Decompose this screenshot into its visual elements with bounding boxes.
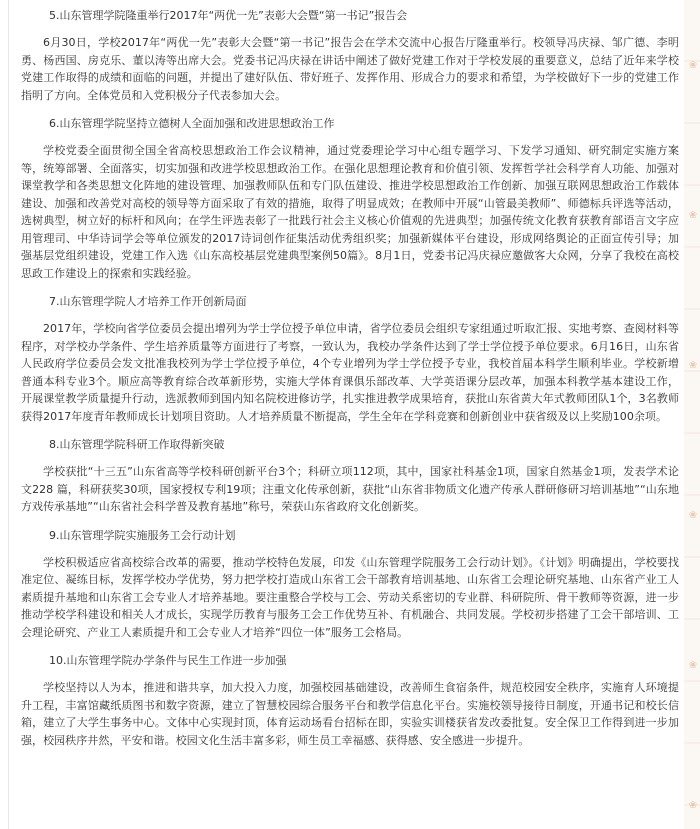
news-section xyxy=(21,528,679,642)
news-section xyxy=(21,8,679,104)
section-paragraph: 学校获批“十三五”山东省高等学校科研创新平台3个；科研立项112项，其中，国家社科基金1项，国家自然基金1项，发表学术论文228 篇，科研获奖30项，国家授权专利19项；注重文化传承创新，获批“山东省非物质文化遗产传承人群研修研习培训基地”“山东地方戏传承基地”“山东省社会科学普及教育基地”称号，荣获山东省政府文化创新奖。 xyxy=(21,465,679,513)
decorative-side-strip xyxy=(684,0,700,829)
section-heading: 8.山东管理学院科研工作取得新突破 xyxy=(49,438,225,451)
section-heading: 5.山东管理学院隆重举行2017年“两优一先”表彰大会暨“第一书记”报告会 xyxy=(49,9,408,22)
section-heading: 9.山东管理学院实施服务工会行动计划 xyxy=(49,528,236,542)
ornament-icon: ❀ xyxy=(688,800,698,811)
ornament-icon: ❀ xyxy=(688,360,698,371)
ornament-icon: ❀ xyxy=(688,660,698,671)
section-heading: 7.山东管理学院人才培养工作开创新局面 xyxy=(49,295,247,308)
page-left-border xyxy=(8,0,9,829)
ornament-icon: ❀ xyxy=(688,60,698,71)
ornament-icon: ❀ xyxy=(688,210,698,221)
section-paragraph: 学校坚持以人为本，推进和谐共享，加大投入力度，加强校园基础建设，改善师生食宿条件，规范校园安全秩序，实施育人环境提升工程，丰富馆藏纸质图书和数字资源，建立了智慧校园综合服务平台和教学信息化平台。实施校领导接待日制度，开通书记和校长信箱，建立了大学生事务中心。文体中心实现封顶，体育运动场看台招标在即，实验实训楼获省发改委批复。安全保卫工作得到进一步加强，校园秩序井然，平安和谐。校园文化生活丰富多彩，师生员工幸福感、获得感、安全感进一步提升。 xyxy=(21,681,679,747)
section-heading: 10.山东管理学院办学条件与民生工作进一步加强 xyxy=(49,654,287,667)
ornament-icon: ❀ xyxy=(688,510,698,521)
section-paragraph: 2017年，学校向省学位委员会提出增列为学士学位授予单位申请，省学位委员会组织专家组通过听取汇报、实地考察、查阅材料等程序，对学校办学条件、学生培养质量等方面进行了考察，一致认为，我校办学条件达到了学士学位授予单位要求。6月16日，山东省人民政府学位委员会发文批准我校列为学士学位授予单位，4个专业增列为学士学位授予专业，我校首届本科学生顺利毕业。学校新增普通本科专业3个。顺应高等教育综合改革新形势，实施大学体育课俱乐部改革、大学英语课分层改革，加强本科教学基本建设工作，开展课堂教学质量提升行动，选派教师到国内知名院校进修访学，扎实推进教学成果培育，获批山东省黄大年式教师团队1个，3名教师获得2017年度青年教师成长计划项目资助。人才培养质量不断提高，学生全年在学科竞赛和创新创业中获省级及以上奖励100余项。 xyxy=(21,322,679,423)
news-section xyxy=(21,294,679,425)
section-paragraph: 学校积极适应省高校综合改革的需要，推动学校特色发展，印发《山东管理学院服务工会行动计划》。《计划》明确提出，学校要找准定位、凝练目标，发挥学校办学优势，努力把学校打造成山东省工会干部教育培训基地、山东省工会理论研究基地、山东省产业工人素质提升基地和山东省工会专业人才培养基地。要注重整合学校与工会、劳动关系密切的专业群、科研院所、骨干教师等资源，进一步推动学校学科建设和相关人才成长，实现学历教育与服务工会工作优势互补、有机融合、共同发展。学校初步搭建了工会干部培训、工会理论研究、产业工人素质提升和工会专业人才培养“四位一体”服务工会格局。 xyxy=(21,555,679,639)
news-section xyxy=(21,437,679,516)
article-body xyxy=(21,8,679,749)
section-paragraph: 学校党委全面贯彻全国全省高校思想政治工作会议精神，通过党委理论学习中心组专题学习、下发学习通知、研究制定实施方案等，统筹部署、全面落实，切实加强和改进学校思想政治工作。在强化思想理论教育和价值引领、发挥哲学社会科学育人功能、加强对课堂教学和各类思想文化阵地的建设管理、加强教师队伍和专门队伍建设、推进学校思想政治工作创新、加强互联网思想政治工作载体建设、加强和改善党对高校的领导等方面采取了有效的措施，取得了明显成效；在教师中开展“山管最美教师”、师德标兵评选等活动，选树典型，树立好的标杆和风向；在学生评选表彰了一批践行社会主义核心价值观的先进典型；加强传统文化教育获教育部语言文字应用管理司、中华诗词学会等单位颁发的2017诗词创作征集活动优秀组织奖；加强新媒体平台建设，形成网络舆论的正面宣传引导；加强基层党组织建设，党建工作入选《山东高校基层党建典型案例50篇》。8月1日，党委书记冯庆禄应邀做客大众网，分享了我校在高校思政工作建设上的探索和实践经验。 xyxy=(21,144,679,280)
section-heading: 6.山东管理学院坚持立德树人全面加强和改进思想政治工作 xyxy=(49,117,335,130)
section-paragraph: 6月30日，学校2017年“两优一先”表彰大会暨“第一书记”报告会在学术交流中心报告厅隆重举行。校领导冯庆禄、邹广德、李明勇、杨西国、房克乐、董以涛等出席大会。党委书记冯庆禄在讲话中阐述了做好党建工作对于学校发展的重要意义，总结了近年来学校党建工作取得的成绩和面临的问题，并提出了建好队伍、带好班子、发挥作用、形成合力的要求和希望，为学校做好下一步的党建工作指明了方向。全体党员和入党积极分子代表参加大会。 xyxy=(21,36,679,102)
news-section xyxy=(21,116,679,282)
news-section xyxy=(21,653,679,749)
